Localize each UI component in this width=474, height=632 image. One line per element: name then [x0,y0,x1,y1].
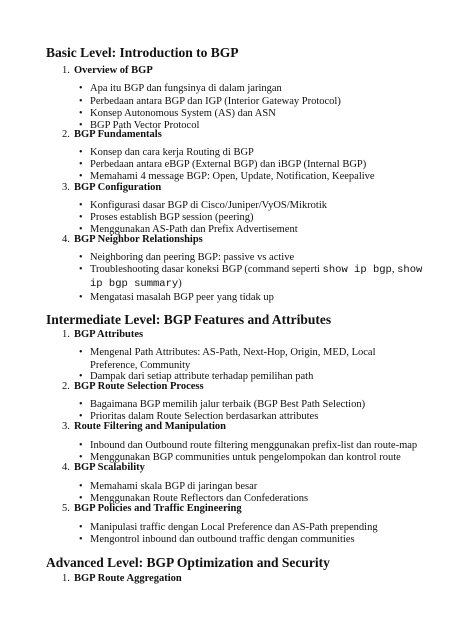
section-heading-advanced: Advanced Level: BGP Optimization and Security [46,555,330,570]
code-snippet: show ip bgp [322,264,392,276]
list-item: • Konsep dan cara kerja Routing di BGP [79,147,254,158]
subsection-route-selection: 2. BGP Route Selection Process [62,381,204,392]
list-item: • Menggunakan BGP communities untuk pengelompokan dan kontrol route [79,452,401,463]
section-heading-intermediate: Intermediate Level: BGP Features and Attributes [46,312,332,327]
list-item: • Proses establish BGP session (peering) [79,212,254,223]
subsection-aggregation: 1. BGP Route Aggregation [62,573,182,584]
list-item: • Perbedaan antara BGP dan IGP (Interior Gateway Protocol) [79,96,341,107]
list-item: • Perbedaan antara eBGP (External BGP) dan iBGP (Internal BGP) [79,159,367,170]
code-snippet: show ip bgp summary [90,264,423,290]
subsection-policies: 5. BGP Policies and Traffic Engineering [62,503,242,514]
subsection-scalability: 4. BGP Scalability [62,462,145,473]
list-item: • Mengenal Path Attributes: AS-Path, Next-Hop, Origin, MED, Local Preference, Community [79,347,376,371]
subsection-configuration: 3. BGP Configuration [62,182,162,193]
list-item: • Neighboring dan peering BGP: passive vs active [79,252,295,263]
list-item: • Prioritas dalam Route Selection berdasarkan attributes [79,411,319,422]
list-item: • Troubleshooting dasar koneksi BGP (command seperti show ip bgp, show ip bgp summary) [79,264,423,290]
list-item: • Mengatasi masalah BGP peer yang tidak up [79,292,274,303]
subsection-attributes: 1. BGP Attributes [62,329,144,340]
list-item: • Inbound dan Outbound route filtering menggunakan prefix-list dan route-map [79,440,418,451]
list-item: • Menggunakan Route Reflectors dan Confederations [79,493,309,504]
list-item: • Dampak dari setiap attribute terhadap pemilihan path [79,371,314,382]
list-item: • Mengontrol inbound dan outbound traffic dengan communities [79,534,355,545]
list-item: • Menggunakan AS-Path dan Prefix Advertisement [79,224,298,235]
subsection-overview: 1. Overview of BGP [62,65,153,76]
list-item: • Konsep Autonomous System (AS) dan ASN [79,108,276,119]
list-item: • BGP Path Vector Protocol [79,120,200,131]
subsection-neighbor: 4. BGP Neighbor Relationships [62,234,203,245]
subsection-fundamentals: 2. BGP Fundamentals [62,129,162,140]
list-item: • Memahami skala BGP di jaringan besar [79,481,258,492]
list-item: • Konfigurasi dasar BGP di Cisco/Juniper/VyOS/Mikrotik [79,200,328,211]
list-item: • Memahami 4 message BGP: Open, Update, Notification, Keepalive [79,171,375,182]
subsection-route-filtering: 3. Route Filtering and Manipulation [62,421,226,432]
section-heading-basic: Basic Level: Introduction to BGP [46,45,239,60]
list-item: • Apa itu BGP dan fungsinya di dalam jaringan [79,83,282,94]
list-item: • Bagaimana BGP memilih jalur terbaik (BGP Best Path Selection) [79,399,366,410]
list-item: • Manipulasi traffic dengan Local Preference dan AS-Path prepending [79,522,378,533]
